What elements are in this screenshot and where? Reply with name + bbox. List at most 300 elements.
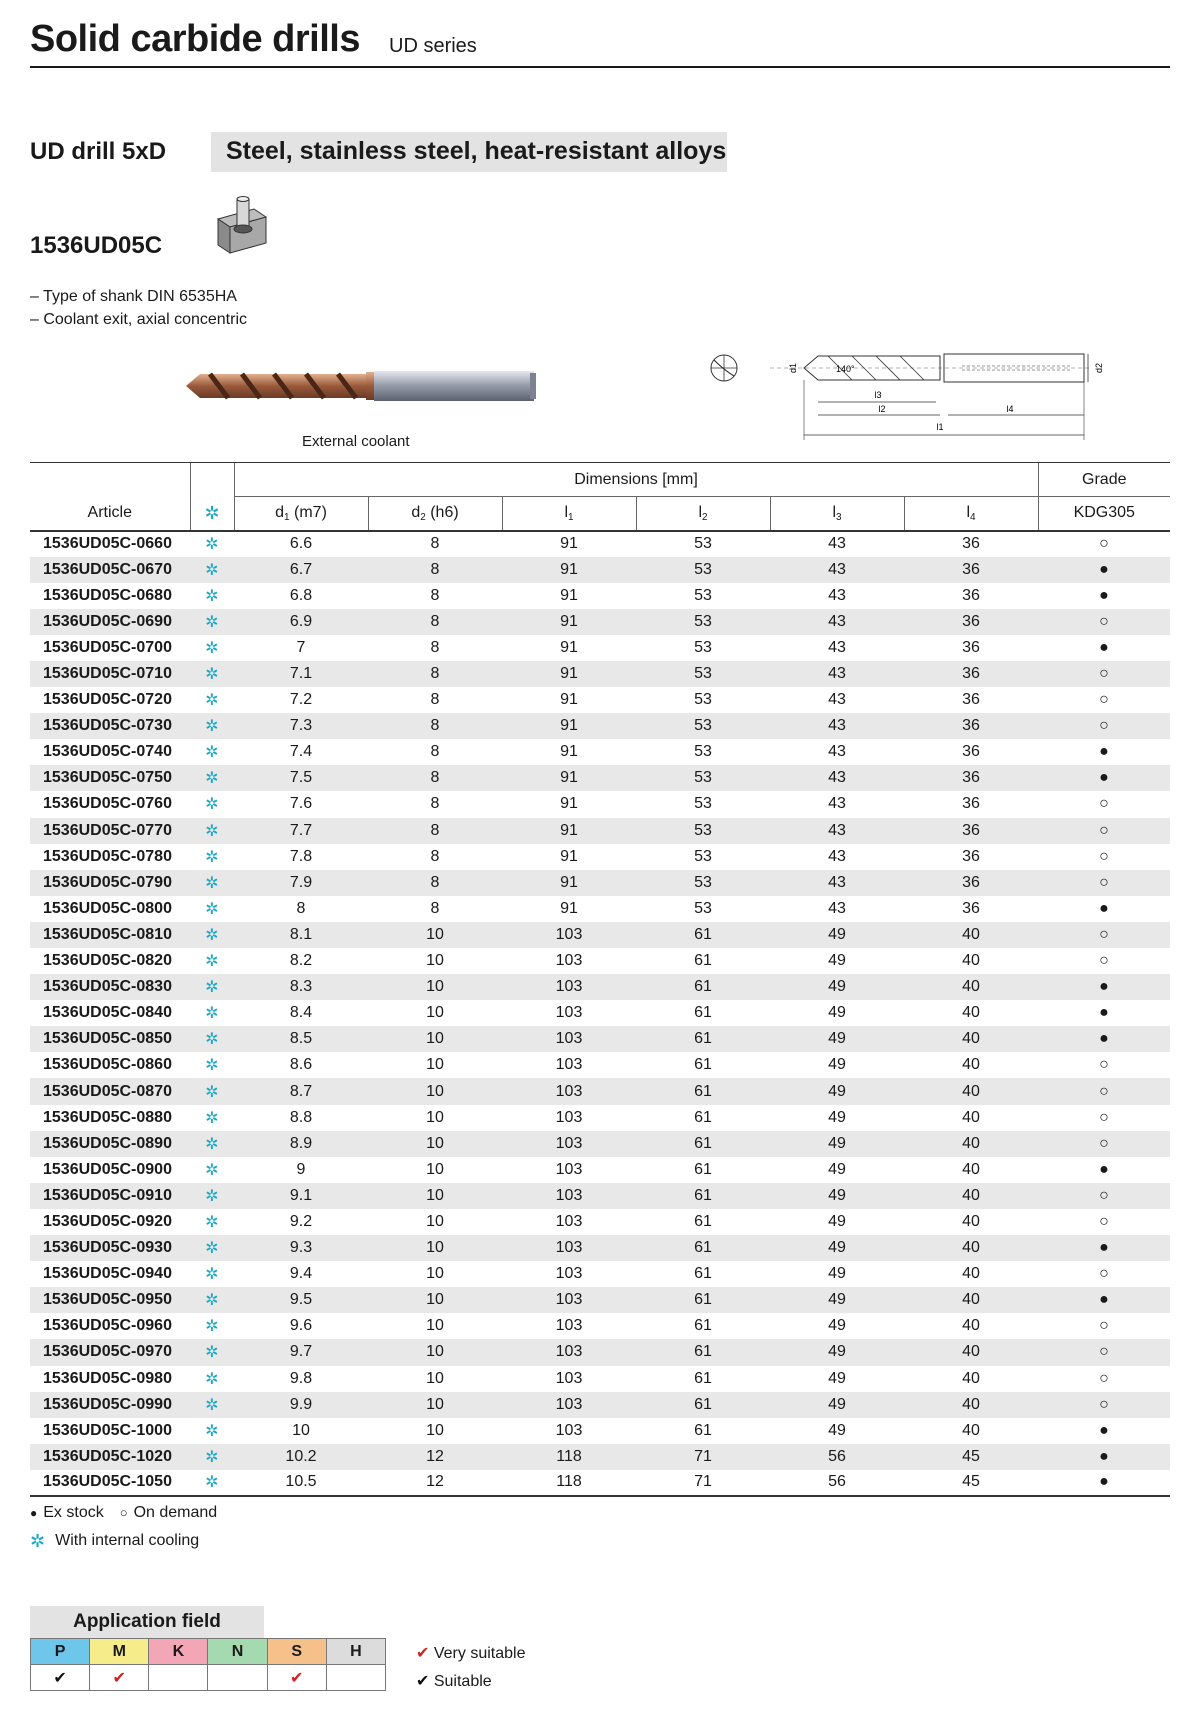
table-row xyxy=(30,818,1170,844)
cell-cooling: ✲ xyxy=(205,1266,219,1284)
cell-l1: 91 xyxy=(560,691,578,709)
black-check-icon: ✔ xyxy=(416,1673,430,1690)
material-group-p: P xyxy=(31,1639,90,1665)
cell-grade: ○ xyxy=(1099,1108,1109,1126)
cell-grade: ○ xyxy=(1099,952,1109,970)
cell-l3: 49 xyxy=(828,1395,846,1413)
cell-grade: ○ xyxy=(1099,665,1109,683)
legend-suitable: ✔ Suitable xyxy=(416,1673,492,1690)
cell-cooling: ✲ xyxy=(205,1370,219,1388)
cell-l3: 49 xyxy=(828,1082,846,1100)
cell-l2: 61 xyxy=(694,978,712,996)
cell-l4: 40 xyxy=(962,1004,980,1022)
cell-d1: 8.8 xyxy=(289,1108,313,1126)
application-title: Application field xyxy=(30,1606,264,1638)
table-body xyxy=(30,531,1170,1496)
cell-grade: ● xyxy=(1038,1470,1170,1496)
cell-l1: 91 xyxy=(560,717,578,735)
cell-l4: 36 xyxy=(962,586,980,604)
cell-d2: 10 xyxy=(426,925,444,943)
cell-l2: 61 xyxy=(694,1134,712,1152)
cell-l2: 53 xyxy=(694,612,712,630)
cell-l2: 71 xyxy=(694,1447,712,1465)
cell-grade: ○ xyxy=(1099,1395,1109,1413)
cell-cooling: ✲ xyxy=(205,1422,219,1440)
cell-l4: 40 xyxy=(962,952,980,970)
cell-d1: 7.5 xyxy=(289,769,313,787)
cell-d1: 7.4 xyxy=(289,743,313,761)
cell-d2: 10 xyxy=(426,1056,444,1074)
cell-article: 1536UD05C-0880 xyxy=(43,1108,172,1126)
cell-d2: 8 xyxy=(430,873,440,891)
cell-grade: ○ xyxy=(1099,795,1109,813)
cell-grade: ● xyxy=(1099,1291,1109,1309)
cell-cooling: ✲ xyxy=(205,1135,219,1153)
cell-l4: 40 xyxy=(962,978,980,996)
cell-grade: ● xyxy=(1099,978,1109,996)
suitability-h xyxy=(326,1665,385,1691)
cell-l4: 40 xyxy=(962,1108,980,1126)
drill-image xyxy=(180,358,540,414)
cell-grade: ○ xyxy=(1099,1369,1109,1387)
cell-l3: 43 xyxy=(828,612,846,630)
cell-grade: ● xyxy=(1099,743,1109,761)
cell-l2: 53 xyxy=(694,638,712,656)
cell-l2: 53 xyxy=(694,795,712,813)
cell-d1: 10.5 xyxy=(234,1470,368,1496)
cell-grade: ○ xyxy=(1099,1134,1109,1152)
cell-l1: 103 xyxy=(555,952,583,970)
table-row xyxy=(30,844,1170,870)
cell-l2: 53 xyxy=(694,691,712,709)
cell-cooling: ✲ xyxy=(205,1292,219,1310)
cell-l4: 40 xyxy=(962,1421,980,1439)
cell-d1: 9 xyxy=(296,1160,306,1178)
cell-l2: 61 xyxy=(694,1186,712,1204)
cell-grade: ● xyxy=(1099,638,1109,656)
table-row xyxy=(30,557,1170,583)
table-row xyxy=(30,1209,1170,1235)
cell-article: 1536UD05C-0980 xyxy=(43,1369,172,1387)
cell-d1: 7.1 xyxy=(289,665,313,683)
material-group-m: M xyxy=(90,1639,149,1665)
materials-banner: Steel, stainless steel, heat-resistant alloys xyxy=(211,132,727,172)
cell-d2: 8 xyxy=(430,560,440,578)
cell-d2: 10 xyxy=(426,1160,444,1178)
cell-l1: 91 xyxy=(560,873,578,891)
cell-l3: 49 xyxy=(828,1291,846,1309)
cell-d2: 10 xyxy=(426,1004,444,1022)
svg-text:l1: l1 xyxy=(936,422,944,432)
cell-l1: 103 xyxy=(555,1369,583,1387)
cell-l1: 103 xyxy=(555,1317,583,1335)
cell-cooling: ✲ xyxy=(205,1161,219,1179)
cell-d2: 10 xyxy=(426,1212,444,1230)
cell-l4: 40 xyxy=(962,1030,980,1048)
cell-d1: 6.6 xyxy=(289,535,313,553)
cell-l3: 49 xyxy=(828,952,846,970)
col-d1: $d_1$ (m7) xyxy=(234,497,368,531)
cell-d1: 6.9 xyxy=(289,612,313,630)
cell-l1: 103 xyxy=(555,1212,583,1230)
material-group-s: S xyxy=(267,1639,326,1665)
on-demand-icon: ○ xyxy=(119,1505,128,1520)
cell-l1: 103 xyxy=(555,1343,583,1361)
cell-cooling: ✲ xyxy=(205,953,219,971)
table-row xyxy=(30,531,1170,557)
product-code: 1536UD05C xyxy=(30,232,163,259)
cell-grade: ● xyxy=(1099,1160,1109,1178)
cell-cooling: ✲ xyxy=(205,1031,219,1049)
cell-article: 1536UD05C-0810 xyxy=(43,925,172,943)
cell-cooling: ✲ xyxy=(205,822,219,840)
cell-l3: 49 xyxy=(828,978,846,996)
cell-l3: 43 xyxy=(828,795,846,813)
cell-grade: ● xyxy=(1099,1030,1109,1048)
cell-l1: 118 xyxy=(556,1447,582,1465)
cell-l2: 61 xyxy=(694,1030,712,1048)
table-row xyxy=(30,687,1170,713)
cell-d2: 8 xyxy=(430,899,440,917)
table-row xyxy=(30,896,1170,922)
cell-l2: 61 xyxy=(694,1369,712,1387)
cell-grade: ○ xyxy=(1099,717,1109,735)
col-cooling xyxy=(190,463,234,531)
cell-d2: 12 xyxy=(426,1447,444,1465)
cell-l2: 61 xyxy=(694,1317,712,1335)
cell-l3: 49 xyxy=(828,1317,846,1335)
cell-l4: 40 xyxy=(962,1186,980,1204)
cell-l1: 103 xyxy=(555,1056,583,1074)
cell-l2: 53 xyxy=(694,847,712,865)
cell-l3: 49 xyxy=(828,1186,846,1204)
cell-l2: 53 xyxy=(694,899,712,917)
cell-l4: 36 xyxy=(962,638,980,656)
cell-d2: 10 xyxy=(426,1343,444,1361)
ex-stock-icon: ● xyxy=(30,1506,38,1520)
col-l1: $l_1$ xyxy=(502,497,636,531)
legend-very-suitable: ✔ Very suitable xyxy=(416,1645,526,1662)
cell-d2: 8 xyxy=(430,795,440,813)
cell-article: 1536UD05C-0920 xyxy=(43,1212,172,1230)
cell-d2: 8 xyxy=(430,743,440,761)
cell-l4: 45 xyxy=(904,1470,1038,1496)
cell-cooling: ✲ xyxy=(205,666,219,684)
cell-l4: 40 xyxy=(962,1056,980,1074)
cell-l2: 53 xyxy=(694,743,712,761)
cell-l4: 40 xyxy=(962,1239,980,1257)
cell-l4: 40 xyxy=(962,1082,980,1100)
cell-l3: 43 xyxy=(828,665,846,683)
cell-cooling: ✲ xyxy=(205,770,219,788)
cell-grade: ● xyxy=(1099,586,1109,604)
table-row xyxy=(30,1131,1170,1157)
cell-cooling: ✲ xyxy=(205,796,219,814)
svg-text:l3: l3 xyxy=(874,390,882,400)
cell-l1: 103 xyxy=(555,1108,583,1126)
table-row xyxy=(30,1000,1170,1026)
cell-d1: 9.6 xyxy=(289,1317,313,1335)
cell-l1: 103 xyxy=(555,1082,583,1100)
cell-l3: 56 xyxy=(770,1470,904,1496)
table-row xyxy=(30,635,1170,661)
cell-grade: ● xyxy=(1099,1004,1109,1022)
ex-stock-label: Ex stock xyxy=(43,1504,104,1521)
cell-l1: 103 xyxy=(555,978,583,996)
cell-grade: ○ xyxy=(1099,925,1109,943)
cell-d1: 8.5 xyxy=(289,1030,313,1048)
svg-text:140°: 140° xyxy=(836,364,855,374)
cell-d2: 10 xyxy=(426,1369,444,1387)
cell-grade: ○ xyxy=(1099,1212,1109,1230)
cell-article: 1536UD05C-0950 xyxy=(43,1291,172,1309)
cell-l2: 61 xyxy=(694,1291,712,1309)
cell-article: 1536UD05C-1020 xyxy=(43,1447,172,1465)
table-row xyxy=(30,1313,1170,1339)
col-group-dimensions: Dimensions [mm] xyxy=(234,463,1038,497)
cell-l4: 40 xyxy=(962,1212,980,1230)
cell-cooling: ✲ xyxy=(205,1109,219,1127)
cell-article: 1536UD05C-0770 xyxy=(43,821,172,839)
material-group-k: K xyxy=(149,1639,208,1665)
cell-l3: 49 xyxy=(828,1421,846,1439)
cell-article: 1536UD05C-0850 xyxy=(43,1030,172,1048)
table-row xyxy=(30,1392,1170,1418)
cell-cooling: ✲ xyxy=(205,1213,219,1231)
cell-l2: 53 xyxy=(694,665,712,683)
cell-d1: 8.3 xyxy=(289,978,313,996)
cell-cooling: ✲ xyxy=(205,639,219,657)
cell-cooling: ✲ xyxy=(205,744,219,762)
cell-article: 1536UD05C-0970 xyxy=(43,1343,172,1361)
cell-cooling: ✲ xyxy=(205,718,219,736)
cell-l3: 49 xyxy=(828,1239,846,1257)
cell-grade: ○ xyxy=(1099,1265,1109,1283)
cell-l3: 49 xyxy=(828,1212,846,1230)
cell-article: 1536UD05C-0820 xyxy=(43,952,172,970)
cell-l3: 43 xyxy=(828,560,846,578)
note-shank: – Type of shank DIN 6535HA xyxy=(30,288,237,305)
cell-d2: 8 xyxy=(430,691,440,709)
cell-d2: 10 xyxy=(426,1265,444,1283)
cell-article: 1536UD05C-0800 xyxy=(43,899,172,917)
suitability-s: ✔ xyxy=(267,1665,326,1691)
cell-d2: 8 xyxy=(430,821,440,839)
cell-cooling: ✲ xyxy=(205,1448,219,1466)
holder-icon xyxy=(214,195,270,255)
drill-name: UD drill 5xD xyxy=(30,138,167,165)
table-row xyxy=(30,1444,1170,1470)
cell-d1: 10 xyxy=(292,1421,310,1439)
cell-cooling: ✲ xyxy=(205,900,219,918)
cell-grade: ○ xyxy=(1099,612,1109,630)
cell-l2: 61 xyxy=(694,1343,712,1361)
red-check-icon: ✔ xyxy=(416,1645,430,1662)
cell-l2: 61 xyxy=(694,1395,712,1413)
table-row xyxy=(30,870,1170,896)
cell-d1: 9.1 xyxy=(289,1186,313,1204)
cell-l3: 43 xyxy=(828,821,846,839)
cell-l4: 36 xyxy=(962,691,980,709)
table-row xyxy=(30,791,1170,817)
cell-grade: ● xyxy=(1099,769,1109,787)
cell-l4: 45 xyxy=(962,1447,980,1465)
cell-article: 1536UD05C-0710 xyxy=(43,665,172,683)
cell-d1: 6.8 xyxy=(289,586,313,604)
cell-l1: 103 xyxy=(555,1395,583,1413)
cell-l4: 36 xyxy=(962,560,980,578)
cell-l1: 91 xyxy=(560,847,578,865)
col-l3: $l_3$ xyxy=(770,497,904,531)
material-groups-row xyxy=(31,1639,386,1665)
cell-d2: 8 xyxy=(430,665,440,683)
cell-d1: 7.8 xyxy=(289,847,313,865)
cell-grade: ○ xyxy=(1099,1056,1109,1074)
cell-article: 1536UD05C-0690 xyxy=(43,612,172,630)
cell-l1: 91 xyxy=(560,743,578,761)
cell-d2: 10 xyxy=(426,1291,444,1309)
cell-l3: 43 xyxy=(828,691,846,709)
cell-l2: 61 xyxy=(694,952,712,970)
suitability-legend xyxy=(416,1640,525,1696)
on-demand-label: On demand xyxy=(133,1504,218,1521)
material-group-n: N xyxy=(208,1639,267,1665)
col-article: Article xyxy=(30,463,190,531)
cell-article: 1536UD05C-0670 xyxy=(43,560,172,578)
table-row xyxy=(30,922,1170,948)
cell-l3: 49 xyxy=(828,1160,846,1178)
cell-d1: 8.4 xyxy=(289,1004,313,1022)
cell-article: 1536UD05C-0940 xyxy=(43,1265,172,1283)
cell-l2: 53 xyxy=(694,586,712,604)
cell-l1: 91 xyxy=(560,586,578,604)
cell-l2: 53 xyxy=(694,560,712,578)
cell-l4: 36 xyxy=(962,899,980,917)
table-row xyxy=(30,1105,1170,1131)
svg-text:d2: d2 xyxy=(1094,362,1104,374)
cell-d1: 9.8 xyxy=(289,1369,313,1387)
table-row xyxy=(30,1339,1170,1365)
cell-article: 1536UD05C-0700 xyxy=(43,638,172,656)
cell-l1: 103 xyxy=(555,1265,583,1283)
cell-l4: 36 xyxy=(962,821,980,839)
cell-l3: 43 xyxy=(828,769,846,787)
cell-cooling: ✲ xyxy=(190,1470,234,1496)
cell-cooling: ✲ xyxy=(205,692,219,710)
cell-l4: 36 xyxy=(962,873,980,891)
cell-article: 1536UD05C-0860 xyxy=(43,1056,172,1074)
cell-d1: 8.6 xyxy=(289,1056,313,1074)
legend-row-cooling xyxy=(30,1527,217,1555)
cell-d2: 8 xyxy=(430,535,440,553)
col-d2: $d_2$ (h6) xyxy=(368,497,502,531)
svg-text:d1: d1 xyxy=(788,362,798,374)
cooling-label: With internal cooling xyxy=(55,1532,200,1549)
cell-d2: 10 xyxy=(426,1186,444,1204)
cell-l1: 91 xyxy=(560,769,578,787)
cell-article: 1536UD05C-0660 xyxy=(43,535,172,553)
cell-l1: 103 xyxy=(555,1421,583,1439)
cell-l3: 43 xyxy=(828,899,846,917)
cell-l4: 36 xyxy=(962,795,980,813)
material-group-h: H xyxy=(326,1639,385,1665)
cell-article: 1536UD05C-0960 xyxy=(43,1317,172,1335)
cell-l1: 91 xyxy=(560,899,578,917)
cell-l3: 43 xyxy=(828,743,846,761)
cell-article: 1536UD05C-0930 xyxy=(43,1239,172,1257)
table-row xyxy=(30,739,1170,765)
cell-l4: 40 xyxy=(962,1134,980,1152)
cell-l2: 53 xyxy=(694,769,712,787)
cell-cooling: ✲ xyxy=(205,1005,219,1023)
table-row xyxy=(30,765,1170,791)
col-group-grade: Grade xyxy=(1038,463,1170,497)
col-l4: $l_4$ xyxy=(904,497,1038,531)
cell-grade: ○ xyxy=(1099,1186,1109,1204)
cell-l1: 103 xyxy=(555,1186,583,1204)
cell-d1: 7 xyxy=(296,638,306,656)
cell-l1: 103 xyxy=(555,1239,583,1257)
cell-cooling: ✲ xyxy=(205,979,219,997)
cell-cooling: ✲ xyxy=(205,1240,219,1258)
table-row xyxy=(30,1052,1170,1078)
cell-d2: 10 xyxy=(426,978,444,996)
cell-article: 1536UD05C-0870 xyxy=(43,1082,172,1100)
cell-d1: 8.7 xyxy=(289,1082,313,1100)
cell-d1: 9.2 xyxy=(289,1212,313,1230)
cell-d1: 6.7 xyxy=(289,560,313,578)
table-row xyxy=(30,1157,1170,1183)
cell-l3: 49 xyxy=(828,1056,846,1074)
cell-d1: 9.4 xyxy=(289,1265,313,1283)
cell-l4: 36 xyxy=(962,665,980,683)
table-row xyxy=(30,1366,1170,1392)
cell-d2: 8 xyxy=(430,586,440,604)
cell-l3: 49 xyxy=(828,1134,846,1152)
cell-grade: ○ xyxy=(1099,1343,1109,1361)
cell-d2: 8 xyxy=(430,847,440,865)
svg-text:l4: l4 xyxy=(1006,404,1014,414)
cell-d2: 10 xyxy=(426,1239,444,1257)
cell-d2: 8 xyxy=(430,612,440,630)
table-row xyxy=(30,609,1170,635)
cell-article: 1536UD05C-0750 xyxy=(43,769,172,787)
table-row xyxy=(30,1287,1170,1313)
table-row xyxy=(30,948,1170,974)
cell-l3: 43 xyxy=(828,717,846,735)
cell-cooling: ✲ xyxy=(205,561,219,579)
cell-l4: 36 xyxy=(962,717,980,735)
suitability-k xyxy=(149,1665,208,1691)
application-table xyxy=(30,1638,386,1691)
cell-article: 1536UD05C-0900 xyxy=(43,1160,172,1178)
cell-article: 1536UD05C-0760 xyxy=(43,795,172,813)
table-row xyxy=(30,713,1170,739)
suitability-row xyxy=(31,1665,386,1691)
cell-article: 1536UD05C-0740 xyxy=(43,743,172,761)
cell-l4: 40 xyxy=(962,1291,980,1309)
cell-l3: 43 xyxy=(828,638,846,656)
cell-l1: 91 xyxy=(560,535,578,553)
drill-schematic xyxy=(700,340,1110,452)
table-row xyxy=(30,1183,1170,1209)
cooling-icon: ✲ xyxy=(30,1531,46,1551)
suitability-m: ✔ xyxy=(90,1665,149,1691)
cell-grade: ● xyxy=(1099,1447,1109,1465)
cell-grade: ● xyxy=(1099,899,1109,917)
cell-l4: 40 xyxy=(962,1369,980,1387)
cell-article: 1536UD05C-0680 xyxy=(43,586,172,604)
